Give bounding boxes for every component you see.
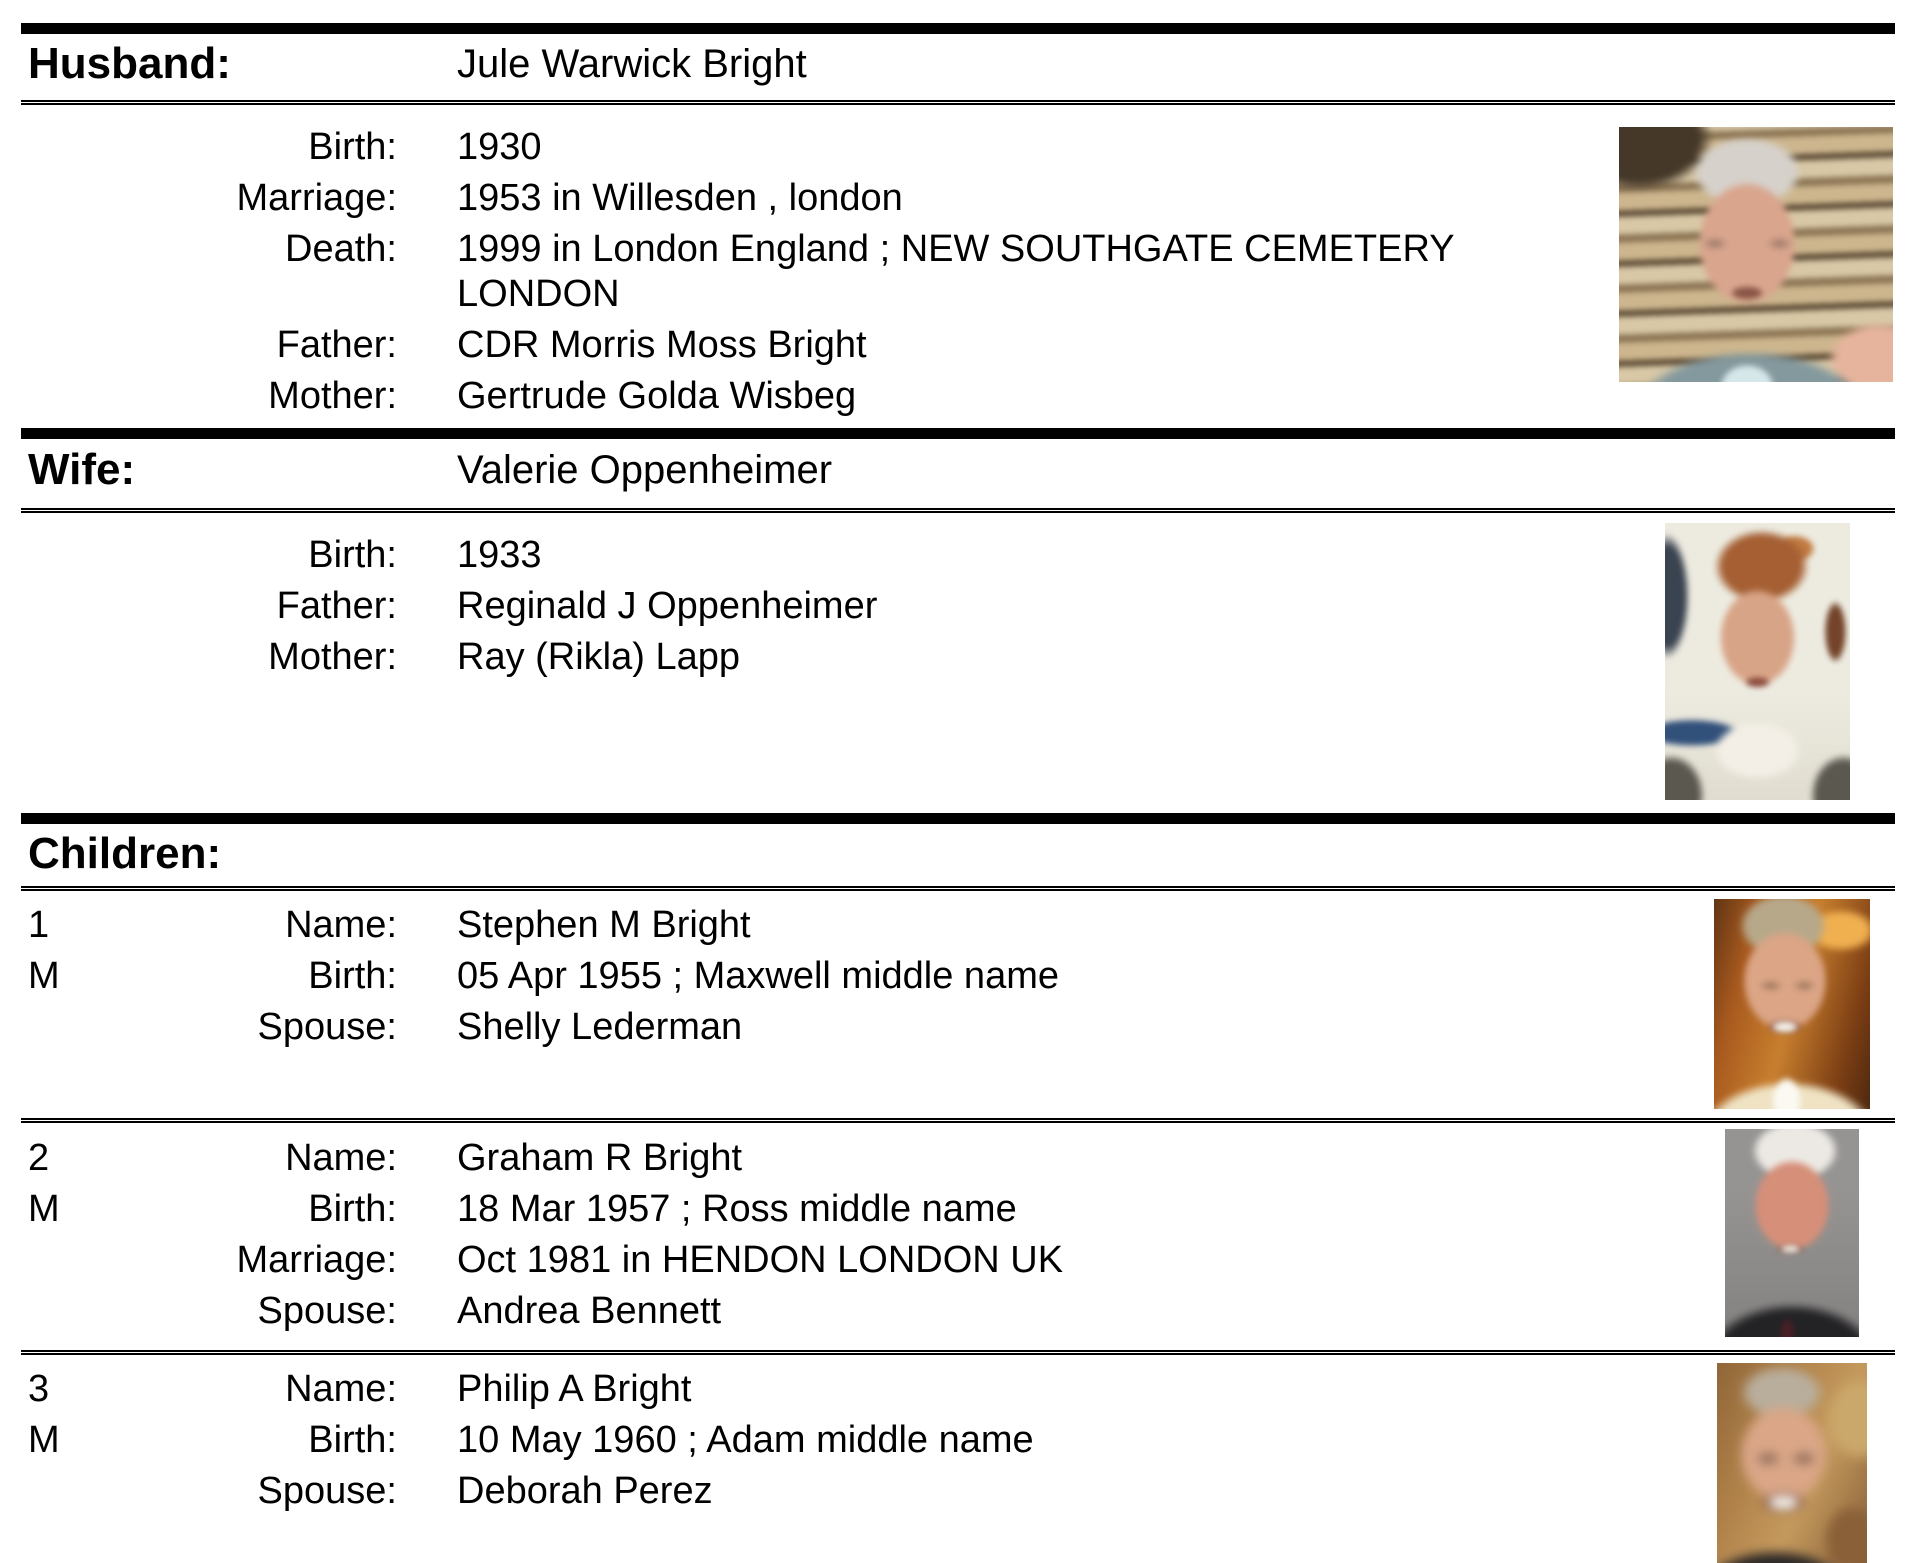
wife-portrait-photo xyxy=(1665,523,1850,800)
wife-header-divider xyxy=(21,508,1895,513)
child-sex: M xyxy=(28,1419,60,1461)
field-value: 18 Mar 1957 ; Ross middle name xyxy=(457,1188,1017,1230)
child-num-spacer xyxy=(21,1005,88,1050)
child-num-spacer xyxy=(21,1289,88,1334)
child-1-portrait-photo xyxy=(1714,899,1870,1109)
husband-portrait-photo xyxy=(1619,127,1893,382)
child-row-spouse xyxy=(21,1289,1681,1334)
field-label: Mother: xyxy=(268,375,397,417)
wife-name: Valerie Oppenheimer xyxy=(457,448,833,492)
field-label: Birth: xyxy=(308,1419,397,1461)
field-label: Death: xyxy=(285,228,397,270)
wife-header xyxy=(21,444,1601,496)
child-row-spouse xyxy=(21,1469,1681,1514)
field-row-birth xyxy=(21,125,1601,170)
child-number: 1 xyxy=(28,904,50,946)
field-row-father xyxy=(21,323,1601,368)
children-header-divider xyxy=(21,886,1895,891)
field-label: Birth: xyxy=(308,534,397,576)
field-value: Graham R Bright xyxy=(457,1137,743,1179)
field-value: 05 Apr 1955 ; Maxwell middle name xyxy=(457,955,1059,997)
field-value: Deborah Perez xyxy=(457,1470,713,1512)
field-value: Ray (Rikla) Lapp xyxy=(457,636,740,678)
child-row-birth xyxy=(21,1418,1681,1463)
top-section-divider xyxy=(21,23,1895,34)
wife-section-label: Wife: xyxy=(28,445,136,494)
child-2-portrait-photo xyxy=(1725,1129,1859,1337)
child-1-portrait-art xyxy=(1714,899,1870,1109)
child-row-name xyxy=(21,1136,1681,1181)
child-sex: M xyxy=(28,955,60,997)
child-number: 3 xyxy=(28,1368,50,1410)
field-value: 1999 in London England ; NEW SOUTHGATE CEMETERY LONDON xyxy=(457,228,1454,315)
field-row-marriage xyxy=(21,176,1601,221)
child-1-block xyxy=(21,903,1681,1056)
child-sex: M xyxy=(28,1188,60,1230)
field-label: Father: xyxy=(276,324,397,366)
child-row-marriage xyxy=(21,1238,1681,1283)
husband-fields xyxy=(21,125,1601,425)
field-label: Spouse: xyxy=(257,1470,397,1512)
field-value: Stephen M Bright xyxy=(457,904,751,946)
child-row-name xyxy=(21,903,1681,948)
child-2-divider xyxy=(21,1350,1895,1355)
field-label: Name: xyxy=(285,1368,397,1410)
field-value: 1953 in Willesden , london xyxy=(457,177,903,219)
field-row-mother xyxy=(21,635,1601,680)
field-label: Mother: xyxy=(268,636,397,678)
field-row-mother xyxy=(21,374,1601,419)
child-3-portrait-photo xyxy=(1717,1363,1867,1563)
child-3-block xyxy=(21,1367,1681,1520)
field-value: Oct 1981 in HENDON LONDON UK xyxy=(457,1239,1064,1281)
wife-fields xyxy=(21,533,1601,686)
husband-section-label: Husband: xyxy=(28,39,231,88)
child-2-block xyxy=(21,1136,1681,1340)
field-row-birth xyxy=(21,533,1601,578)
field-value: Philip A Bright xyxy=(457,1368,692,1410)
field-row-death xyxy=(21,227,1601,317)
field-value: CDR Morris Moss Bright xyxy=(457,324,867,366)
wife-portrait-art xyxy=(1665,523,1850,800)
field-label: Spouse: xyxy=(257,1290,397,1332)
field-label: Name: xyxy=(285,1137,397,1179)
field-value: 10 May 1960 ; Adam middle name xyxy=(457,1419,1034,1461)
husband-header xyxy=(21,38,1601,90)
children-section-label: Children: xyxy=(28,829,222,878)
field-value: 1930 xyxy=(457,126,542,168)
field-label: Name: xyxy=(285,904,397,946)
field-label: Marriage: xyxy=(236,177,397,219)
child-number: 2 xyxy=(28,1137,50,1179)
children-section-divider xyxy=(21,813,1895,824)
field-label: Father: xyxy=(276,585,397,627)
husband-name: Jule Warwick Bright xyxy=(457,42,807,86)
children-header xyxy=(21,828,1601,880)
field-row-father xyxy=(21,584,1601,629)
child-num-spacer xyxy=(21,1469,88,1514)
field-value: Reginald J Oppenheimer xyxy=(457,585,878,627)
field-label: Marriage: xyxy=(236,1239,397,1281)
field-value: 1933 xyxy=(457,534,542,576)
child-row-name xyxy=(21,1367,1681,1412)
field-label: Birth: xyxy=(308,126,397,168)
child-1-divider xyxy=(21,1118,1895,1123)
field-value: Shelly Lederman xyxy=(457,1006,743,1048)
child-row-birth xyxy=(21,1187,1681,1232)
field-value: Andrea Bennett xyxy=(457,1290,722,1332)
husband-header-divider xyxy=(21,100,1895,105)
field-label: Spouse: xyxy=(257,1006,397,1048)
wife-section-divider xyxy=(21,428,1895,439)
child-row-spouse xyxy=(21,1005,1681,1050)
husband-portrait-art xyxy=(1619,127,1893,382)
child-3-portrait-art xyxy=(1717,1363,1867,1563)
field-label: Birth: xyxy=(308,955,397,997)
child-num-spacer xyxy=(21,1238,88,1283)
child-row-birth xyxy=(21,954,1681,999)
field-label: Birth: xyxy=(308,1188,397,1230)
field-value: Gertrude Golda Wisbeg xyxy=(457,375,857,417)
child-2-portrait-art xyxy=(1725,1129,1859,1337)
